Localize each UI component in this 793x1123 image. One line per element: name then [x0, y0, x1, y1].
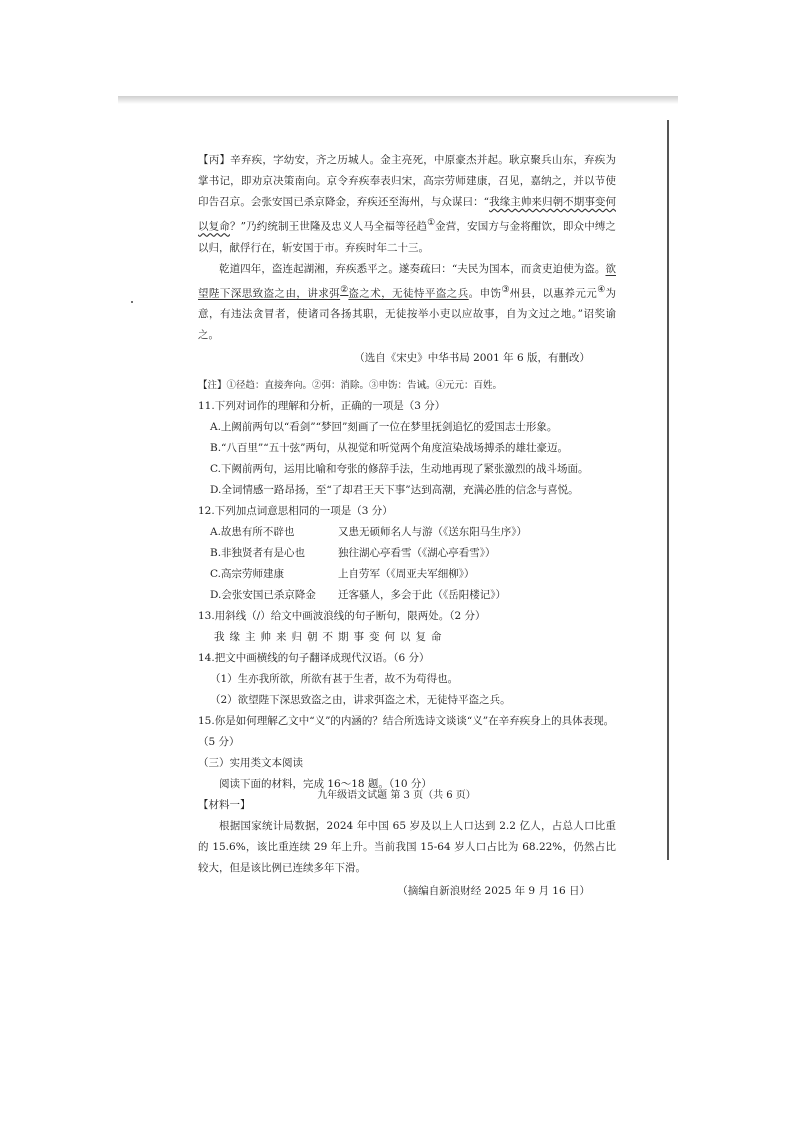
- passage-bing-paragraph-1: 【丙】辛弃疾，字幼安，齐之历城人。金主亮死，中原豪杰并起。耿京聚兵山东，弃疾为掌书记，即劝京决策南向。京令弃疾奉表归宋，高宗劳师建康，召见，嘉纳之，并以节使印告召京。会张安国已杀京降金，弃疾还至海州，与众谋曰：“我缘主帅来归朝不期事变何以复命？”乃约统制王世隆及忠义人马全福等径趋①金营，安国方与金将酣饮，即众中缚之以归，献俘行在，斩安国于市。弃疾时年二十三。: [198, 154, 617, 254]
- question-11-option-c: C.下阙前两句，运用比喻和夸张的修辞手法，生动地再现了紧张激烈的战斗场面。: [210, 463, 589, 475]
- section-3-title: （三）实用类文本阅读: [198, 757, 303, 769]
- question-11-stem: 11.下列对词作的理解和分析，正确的一项是（3 分）: [198, 400, 446, 412]
- question-14-item-1: （1）生亦我所欲，所欲有甚于生者，故不为苟得也。: [210, 673, 459, 685]
- question-12-option-a: A.故患有所不辟也 又患无硕师名人与游（《送东阳马生序》）: [210, 526, 527, 538]
- question-11-option-b: B.“八百里”“五十弦”两句，从视觉和听觉两个角度渲染战场搏杀的雄壮豪迈。: [210, 442, 569, 454]
- underlined-sentence-cont: 盗之术，无徒恃平盗之兵: [348, 287, 469, 299]
- question-13-sentence: 我缘主帅来归朝不期事变何以复命: [214, 631, 447, 643]
- question-12-stem: 12.下列加点词意思相同的一项是（3 分）: [198, 505, 393, 517]
- question-11-option-d: D.全词情感一路昂扬，至“了却君王天下事”达到高潮，充满必胜的信念与喜悦。: [210, 484, 579, 496]
- question-12-option-c: C.高宗劳师建康 上自劳军（《周亚夫军细柳》）: [210, 568, 475, 580]
- question-15-stem: 15.你是如何理解乙文中“义”的内涵的？结合所选诗文谈谈“义”在辛弃疾身上的具体表现。（5 分）: [198, 715, 615, 748]
- underlined-sentence: 欲望陛下深思致盗之由，讲求弭: [198, 262, 616, 299]
- question-14-stem: 14.把文中画横线的句子翻译成现代汉语。（6 分）: [198, 652, 430, 664]
- material-1-text: 根据国家统计局数据，2024 年中国 65 岁及以上人口达到 2.2 亿人，占总人口比重的 15.6%，该比重连续 29 年上升。当前我国 15-64 岁人口占比为 68.22%，仍然占比较大，但是该比例已连续多年下滑。: [198, 820, 616, 874]
- footnote-marker: ④: [597, 284, 606, 295]
- question-11-option-a: A.上阙前两句以“看剑”“梦回”刻画了一位在梦里抚剑追忆的爱国志士形象。: [210, 421, 558, 433]
- scan-shadow-top: [118, 96, 678, 104]
- footnote-marker: ②: [340, 284, 349, 295]
- footnotes: 【注】①径趋：直接奔向。②弭：消除。③申饬：告诫。④元元：百姓。: [198, 380, 503, 391]
- material-1-label: 【材料一】: [198, 799, 251, 811]
- question-12-option-d: D.会张安国已杀京降金 迁客骚人，多会于此（《岳阳楼记》）: [210, 589, 506, 601]
- scan-speck: [131, 301, 133, 303]
- section-3-instruction: 阅读下面的材料，完成 16～18 题。（10 分）: [219, 778, 432, 790]
- passage-label: 【丙】: [198, 154, 231, 166]
- question-13-stem: 13.用斜线（/）给文中画波浪线的句子断句，限两处。（2 分）: [198, 610, 486, 622]
- passage-source: （选自《宋史》中华书局 2001 年 6 版，有删改）: [354, 352, 590, 364]
- material-1-source: （摘编自新浪财经 2025 年 9 月 16 日）: [397, 885, 590, 897]
- scan-edge-line: [667, 120, 669, 860]
- question-14-item-2: （2）欲望陛下深思致盗之由，讲求弭盗之术，无徒恃平盗之兵。: [210, 694, 511, 706]
- page-footer: 九年级语文试题 第 3 页（共 6 页）: [317, 790, 476, 801]
- passage-bing-paragraph-2: 乾道四年，盗连起湖湘，弃疾悉平之。遂奏疏曰：“夫民为国本，而贪吏迫使为盗。欲望陛下深思致盗之由，讲求弭②盗之术，无徒恃平盗之兵。申饬③州县，以惠养元元④为意，有违法贪冒者，使诸司各扬其职，无徒按举小吏以应故事，自为文过之地。”诏奖谕之。: [198, 262, 616, 341]
- question-12-option-b: B.非独贤者有是心也 独往湖心亭看雪（《湖心亭看雪》）: [210, 547, 496, 559]
- footnote-marker: ①: [427, 218, 436, 228]
- footnote-marker: ③: [501, 284, 510, 295]
- wavy-underlined-sentence: 我缘主帅来归朝不期事变何以复命: [198, 196, 616, 233]
